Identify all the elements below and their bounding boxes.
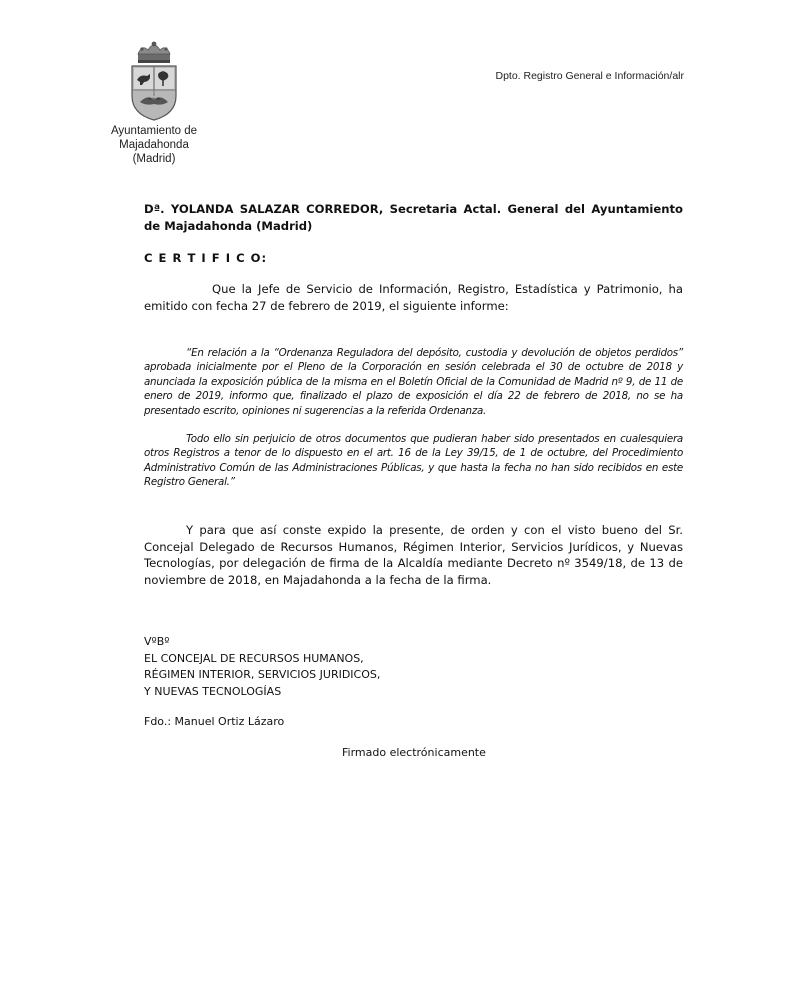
closing-paragraph <box>144 522 683 588</box>
quote-text-1: “En relación a la “Ordenanza Reguladora del depósito, custodia y devolución de objetos perdidos” aprobada inicialmente por el Pleno de la Corporación en sesión celebrada el 30 de octubre de 2018 y anunciada la exposición pública de la misma en el Boletín Oficial de la Comunidad de Madrid nº 9, de 11 de enero de 2019, informo que, finalizado el plazo de exposición el día 22 de febrero de 2018, no se ha presentado escrito, opiniones ni sugerencias a la referida Ordenanza. <box>144 347 683 417</box>
entity-line-2: Majadahonda <box>119 139 189 151</box>
vobo-label: VºBº <box>144 635 170 648</box>
electronic-signature-note: Firmado electrónicamente <box>342 746 486 759</box>
certifico-label: C E R T I F I C O: <box>144 251 268 265</box>
coat-of-arms-icon <box>118 40 190 124</box>
entity-name <box>92 124 216 166</box>
entity-line-1: Ayuntamiento de <box>110 125 198 137</box>
quote-text-2: Todo ello sin perjuicio de otros documentos que pudieran haber sido presentados en cualesquiera otros Registros a tenor de lo dispuesto en el art. 16 de la Ley 39/15, de 1 de octubre, del Procedimiento Administrativo Común de las Administraciones Públicas, y que hasta la fecha no han sido recibidos en este Registro General.” <box>144 433 683 489</box>
entity-line-3: (Madrid) <box>132 153 176 165</box>
closing-text: Y para que así conste expido la presente, de orden y con el visto bueno del Sr. Concejal Delegado de Recursos Humanos, Régimen Interior, Servicios Jurídicos, y Nuevas Tecnologías, por delegación de firma de la Alcaldía mediante Decreto nº 3549/18, de 13 de noviembre de 2018, en Majadahonda a la fecha de la firma. <box>144 523 683 587</box>
quoted-report-paragraph-1 <box>144 346 683 418</box>
signed-by: Fdo.: Manuel Ortiz Lázaro <box>144 715 285 728</box>
intro-text: Que la Jefe de Servicio de Información, Registro, Estadística y Patrimonio, ha emitido con fecha 27 de febrero de 2019, el siguiente informe: <box>144 282 683 313</box>
svg-text:≈≈≈: ≈≈≈ <box>147 96 161 102</box>
signer-title-line-2: RÉGIMEN INTERIOR, SERVICIOS JURIDICOS, <box>144 668 381 682</box>
intro-paragraph <box>144 281 683 314</box>
signer-title-line-3: Y NUEVAS TECNOLOGÍAS <box>144 684 282 698</box>
department-label: Dpto. Registro General e Información/alr <box>495 70 684 82</box>
document-heading: Dª. YOLANDA SALAZAR CORREDOR, Secretaria Actal. General del Ayuntamiento de Majadahonda (Madrid) <box>144 202 683 233</box>
quoted-report-paragraph-2 <box>144 432 683 490</box>
signer-title-line-1: EL CONCEJAL DE RECURSOS HUMANOS, <box>144 651 364 665</box>
signature-block <box>144 634 380 700</box>
